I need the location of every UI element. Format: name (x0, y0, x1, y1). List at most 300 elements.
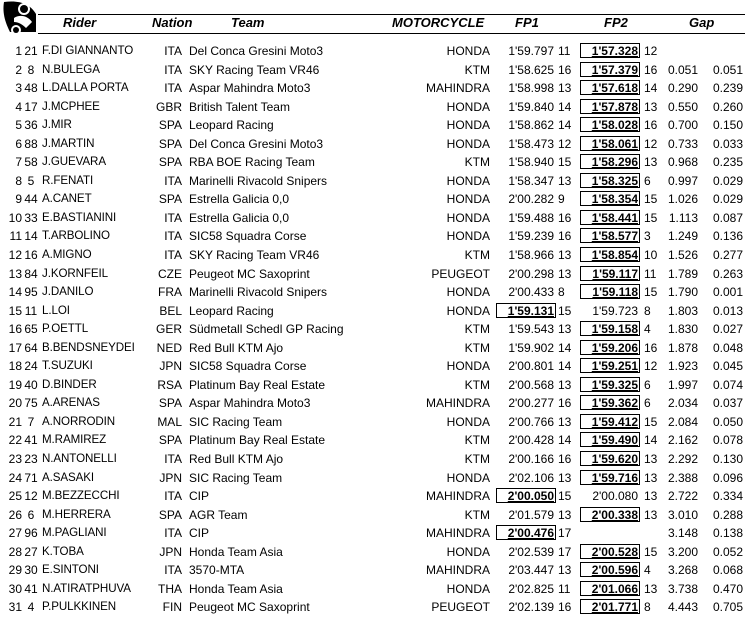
fp2-time-cell: 1'58.028 (591, 118, 638, 133)
gap-previous-cell: 0.138 (712, 526, 743, 541)
position-cell: 23 (8, 452, 22, 467)
fp1-time-cell: 1'59.543 (508, 322, 554, 337)
fp1-time-cell: 1'59.239 (508, 229, 554, 244)
team-cell: SKY Racing Team VR46 (189, 62, 320, 77)
header-rider: Rider (63, 15, 97, 30)
fp1-lap-cell: 9 (558, 192, 565, 207)
rider-name-cell: N.ANTONELLI (42, 452, 117, 466)
fp1-lap-cell: 11 (558, 581, 571, 596)
fp1-lap-cell: 16 (558, 210, 572, 225)
position-cell: 20 (8, 396, 22, 411)
fp2-time-cell: 1'59.251 (591, 359, 638, 374)
fp1-lap-cell: 8 (558, 285, 565, 300)
rider-number-cell: 16 (24, 248, 38, 263)
fp2-lap-cell: 13 (644, 99, 658, 114)
fp1-lap-cell: 14 (558, 118, 572, 133)
rider-name-cell: J.MCPHEE (42, 99, 100, 113)
rider-name-cell: R.FENATI (42, 173, 94, 187)
results-table (0, 42, 745, 617)
rider-name-cell: M.BEZZECCHI (42, 489, 120, 503)
fp2-time-cell: 1'58.325 (591, 173, 638, 188)
team-cell: Aspar Mahindra Moto3 (189, 81, 311, 96)
fp1-time-cell: 2'00.801 (508, 359, 554, 374)
rider-name-cell: P.PULKKINEN (42, 600, 117, 614)
header-team: Team (231, 15, 265, 30)
table-row (0, 469, 745, 488)
table-row (0, 450, 745, 469)
rider-number-cell: 48 (24, 81, 38, 96)
motorcycle-cell: KTM (464, 507, 490, 522)
fp1-lap-cell: 13 (558, 322, 572, 337)
fp2-lap-cell: 16 (644, 118, 658, 133)
team-cell: Estrella Galicia 0,0 (189, 210, 290, 225)
gap-first-cell: 4.443 (667, 600, 698, 615)
motorcycle-cell: MAHINDRA (425, 563, 490, 578)
table-row (0, 283, 745, 302)
rider-name-cell: A.NORRODIN (42, 414, 116, 428)
motorcycle-cell: KTM (464, 62, 490, 77)
nation-cell: FRA (158, 285, 182, 300)
gap-first-cell: 2.388 (667, 470, 698, 485)
position-cell: 21 (8, 414, 22, 429)
table-row (0, 61, 745, 80)
gap-first-cell: 1.113 (668, 210, 698, 225)
rider-number-cell: 65 (24, 322, 38, 337)
fp2-time-cell: 1'59.118 (592, 285, 638, 300)
nation-cell: THA (158, 581, 182, 596)
rider-number-cell: 7 (27, 414, 35, 429)
nation-cell: ITA (164, 173, 182, 188)
fp2-lap-cell: 8 (644, 303, 651, 318)
team-cell: Del Conca Gresini Moto3 (189, 136, 324, 151)
fp1-time-cell: 2'02.825 (508, 581, 554, 596)
nation-cell: ITA (164, 563, 182, 578)
gap-previous-cell: 0.235 (712, 155, 743, 170)
position-cell: 12 (8, 248, 22, 263)
fp1-lap-cell: 15 (558, 303, 572, 318)
nation-cell: SPA (158, 136, 182, 151)
gap-previous-cell: 0.087 (712, 210, 743, 225)
fp2-lap-cell: 14 (644, 81, 658, 96)
gap-previous-cell: 0.068 (712, 563, 743, 578)
fp1-lap-cell: 13 (558, 470, 572, 485)
fp2-time-cell: 1'59.620 (591, 452, 638, 467)
nation-cell: RSA (157, 377, 182, 392)
position-cell: 2 (15, 62, 22, 77)
motorcycle-cell: PEUGEOT (431, 266, 490, 281)
rider-number-cell: 4 (27, 600, 35, 615)
fp2-lap-cell: 4 (644, 322, 651, 337)
fp2-time-cell: 2'00.528 (591, 544, 638, 559)
position-cell: 26 (8, 507, 22, 522)
motorcycle-cell: KTM (464, 155, 490, 170)
fp2-time-cell: 2'00.338 (591, 507, 638, 522)
fp2-lap-cell: 14 (644, 433, 658, 448)
fp1-time-cell: 2'00.433 (508, 285, 554, 300)
team-cell: British Talent Team (189, 99, 290, 114)
table-row (0, 79, 745, 98)
motorcycle-rider-icon (0, 0, 54, 38)
gap-first-cell: 1.878 (667, 340, 698, 355)
table-row (0, 116, 745, 135)
gap-first-cell: 1.923 (667, 359, 698, 374)
team-cell: Honda Team Asia (189, 544, 283, 559)
team-cell: Del Conca Gresini Moto3 (189, 44, 324, 58)
table-row (0, 135, 745, 154)
nation-cell: GBR (155, 99, 182, 114)
fp2-lap-cell: 12 (644, 359, 658, 374)
fp1-lap-cell: 13 (558, 377, 572, 392)
nation-cell: ITA (164, 62, 182, 77)
rider-name-cell: B.BENDSNEYDEI (42, 340, 135, 354)
table-row (0, 153, 745, 172)
gap-previous-cell: 0.288 (712, 507, 743, 522)
gap-first-cell: 3.148 (667, 526, 698, 541)
fp1-lap-cell: 11 (558, 44, 571, 58)
fp2-time-cell: 1'57.328 (591, 44, 638, 58)
position-cell: 16 (8, 322, 22, 337)
gap-first-cell: 1.830 (667, 322, 698, 337)
fp1-time-cell: 1'59.797 (508, 44, 554, 58)
fp2-lap-cell: 12 (644, 44, 658, 58)
fp2-time-cell: 1'57.618 (591, 81, 638, 96)
gap-first-cell: 0.733 (667, 136, 698, 151)
table-row (0, 209, 745, 228)
table-row (0, 394, 745, 413)
fp1-lap-cell: 16 (558, 229, 572, 244)
gap-first-cell: 3.738 (667, 581, 698, 596)
fp1-time-cell: 1'58.940 (508, 155, 554, 170)
fp2-lap-cell: 15 (644, 210, 658, 225)
rider-number-cell: 75 (24, 396, 38, 411)
header-fp2: FP2 (604, 15, 628, 30)
fp1-time-cell: 2'00.568 (508, 377, 554, 392)
fp2-time-cell: 1'58.577 (591, 229, 638, 244)
gap-first-cell: 0.700 (667, 118, 698, 133)
position-cell: 29 (8, 563, 22, 578)
rider-name-cell: P.OETTL (42, 322, 89, 336)
gap-first-cell: 2.162 (667, 433, 698, 448)
position-cell: 31 (8, 600, 22, 615)
motorcycle-cell: HONDA (446, 581, 490, 596)
table-row (0, 561, 745, 580)
nation-cell: CZE (158, 266, 182, 281)
fp2-lap-cell: 6 (644, 396, 651, 411)
gap-previous-cell: 0.074 (712, 377, 743, 392)
gap-previous-cell: 0.001 (712, 285, 743, 300)
motorcycle-cell: MAHINDRA (425, 526, 490, 541)
fp1-time-cell: 2'01.579 (508, 507, 554, 522)
team-cell: CIP (189, 489, 210, 504)
rider-number-cell: 30 (24, 563, 38, 578)
team-cell: Peugeot MC Saxoprint (189, 266, 310, 281)
gap-first-cell: 2.292 (667, 452, 698, 467)
rider-number-cell: 96 (24, 526, 38, 541)
gap-previous-cell: 0.277 (712, 248, 743, 263)
table-row (0, 172, 745, 191)
fp1-lap-cell: 16 (558, 396, 572, 411)
motorcycle-cell: HONDA (446, 118, 490, 133)
nation-cell: ITA (164, 526, 182, 541)
fp2-lap-cell: 15 (644, 285, 658, 300)
fp2-time-cell: 1'59.490 (591, 433, 638, 448)
rider-number-cell: 12 (24, 489, 38, 504)
position-cell: 9 (15, 192, 22, 207)
gap-previous-cell: 0.239 (712, 81, 743, 96)
table-row (0, 506, 745, 525)
fp2-lap-cell: 13 (644, 470, 658, 485)
motorcycle-cell: MAHINDRA (425, 489, 490, 504)
rider-name-cell: E.BASTIANINI (42, 210, 117, 224)
fp2-lap-cell: 13 (644, 452, 658, 467)
fp2-lap-cell: 15 (644, 544, 658, 559)
rider-number-cell: 36 (24, 118, 38, 133)
position-cell: 10 (8, 210, 22, 225)
fp2-time-cell: 1'59.325 (591, 377, 638, 392)
table-row (0, 543, 745, 562)
table-row (0, 246, 745, 265)
gap-first-cell: 0.968 (667, 155, 698, 170)
position-cell: 18 (8, 359, 22, 374)
fp1-time-cell: 2'03.447 (508, 563, 554, 578)
fp1-lap-cell: 13 (558, 266, 572, 281)
rider-name-cell: A.MIGNO (42, 248, 92, 262)
rider-name-cell: F.DI GIANNANTO (42, 44, 134, 57)
fp2-time-cell: 2'00.080 (592, 489, 638, 504)
position-cell: 14 (8, 285, 22, 300)
nation-cell: SPA (158, 192, 182, 207)
fp1-time-cell: 2'00.282 (508, 192, 554, 207)
gap-previous-cell: 0.051 (712, 62, 743, 77)
gap-previous-cell: 0.136 (712, 229, 743, 244)
team-cell: RBA BOE Racing Team (189, 155, 315, 170)
rider-name-cell: N.ATIRATPHUVA (42, 581, 131, 595)
nation-cell: ITA (164, 229, 182, 244)
fp1-time-cell: 2'00.766 (508, 414, 554, 429)
fp1-time-cell: 1'58.347 (508, 173, 554, 188)
team-cell: Leopard Racing (189, 118, 274, 133)
fp1-time-cell: 1'58.966 (508, 248, 554, 263)
team-cell: Red Bull KTM Ajo (189, 340, 284, 355)
nation-cell: SPA (158, 507, 182, 522)
fp1-lap-cell: 13 (558, 507, 572, 522)
fp2-time-cell: 1'59.117 (592, 266, 638, 281)
nation-cell: BEL (159, 303, 182, 318)
nation-cell: ITA (164, 81, 182, 96)
rider-number-cell: 88 (24, 136, 38, 151)
position-cell: 11 (9, 229, 22, 244)
table-row (0, 265, 745, 284)
fp2-lap-cell: 10 (644, 248, 658, 263)
fp1-time-cell: 2'00.476 (507, 526, 554, 541)
rider-number-cell: 8 (27, 62, 35, 77)
rider-number-cell: 95 (24, 285, 38, 300)
rider-name-cell: J.DANILO (42, 285, 94, 299)
fp1-time-cell: 2'00.298 (508, 266, 554, 281)
gap-previous-cell: 0.150 (712, 118, 743, 133)
fp1-lap-cell: 14 (558, 340, 572, 355)
fp2-lap-cell: 16 (644, 62, 658, 77)
position-cell: 13 (8, 266, 22, 281)
rider-number-cell: 23 (24, 452, 38, 467)
table-row (0, 98, 745, 117)
nation-cell: SPA (158, 433, 182, 448)
position-cell: 28 (8, 544, 22, 559)
rider-number-cell: 41 (24, 433, 38, 448)
fp2-time-cell: 1'58.441 (591, 210, 638, 225)
fp2-time-cell: 1'58.354 (591, 192, 638, 207)
fp2-lap-cell: 13 (644, 581, 658, 596)
fp2-time-cell: 1'58.296 (591, 155, 638, 170)
nation-cell: SPA (158, 396, 182, 411)
rider-number-cell: 64 (24, 340, 38, 355)
table-row (0, 357, 745, 376)
team-cell: SIC58 Squadra Corse (189, 359, 307, 374)
motorcycle-cell: HONDA (446, 285, 490, 300)
position-cell: 17 (8, 340, 22, 355)
fp1-time-cell: 2'00.166 (508, 452, 554, 467)
rider-name-cell: D.BINDER (42, 377, 97, 391)
motorcycle-cell: HONDA (446, 229, 490, 244)
fp1-lap-cell: 14 (558, 433, 572, 448)
team-cell: Estrella Galicia 0,0 (189, 192, 290, 207)
fp2-time-cell: 2'00.596 (591, 563, 638, 578)
fp1-lap-cell: 13 (558, 414, 572, 429)
rider-number-cell: 40 (24, 377, 38, 392)
fp2-time-cell: 1'59.716 (591, 470, 638, 485)
team-cell: SIC58 Squadra Corse (189, 229, 307, 244)
fp2-time-cell: 1'59.412 (591, 414, 638, 429)
position-cell: 24 (8, 470, 22, 485)
rider-name-cell: J.KORNFEIL (42, 266, 108, 280)
motorcycle-cell: HONDA (446, 303, 490, 318)
rider-name-cell: M.RAMIREZ (42, 433, 107, 447)
table-row (0, 320, 745, 339)
team-cell: Honda Team Asia (189, 581, 283, 596)
fp1-time-cell: 1'59.488 (508, 210, 554, 225)
fp1-lap-cell: 16 (558, 600, 572, 615)
gap-previous-cell: 0.027 (712, 322, 743, 337)
motorcycle-cell: HONDA (446, 359, 490, 374)
rider-number-cell: 6 (27, 507, 35, 522)
rider-name-cell: A.SASAKI (42, 470, 95, 484)
header-gap: Gap (689, 15, 715, 30)
table-row (0, 339, 745, 358)
table-row (0, 302, 745, 321)
team-cell: Leopard Racing (189, 303, 274, 318)
motorcycle-cell: HONDA (446, 210, 490, 225)
table-row (0, 413, 745, 432)
fp2-time-cell: 2'01.066 (591, 581, 638, 596)
rider-number-cell: 84 (24, 266, 38, 281)
team-cell: CIP (189, 526, 210, 541)
fp2-time-cell: 1'59.723 (592, 303, 638, 318)
motorcycle-cell: KTM (464, 433, 490, 448)
gap-first-cell: 1.790 (667, 285, 698, 300)
fp1-lap-cell: 13 (558, 81, 572, 96)
gap-previous-cell: 0.470 (712, 581, 743, 596)
motorcycle-cell: HONDA (446, 136, 490, 151)
fp2-lap-cell: 16 (644, 340, 658, 355)
fp2-time-cell: 1'59.206 (591, 340, 638, 355)
table-row (0, 598, 745, 617)
position-cell: 6 (15, 136, 22, 151)
fp2-time-cell: 2'01.771 (591, 600, 638, 615)
fp1-lap-cell: 16 (558, 452, 572, 467)
fp2-lap-cell: 8 (644, 600, 651, 615)
rider-name-cell: J.MIR (42, 118, 72, 132)
fp2-lap-cell: 12 (644, 136, 658, 151)
gap-previous-cell: 0.052 (712, 544, 743, 559)
gap-first-cell: 0.550 (667, 99, 698, 114)
nation-cell: ITA (164, 452, 182, 467)
position-cell: 5 (15, 118, 22, 133)
team-cell: Red Bull KTM Ajo (189, 452, 284, 467)
fp1-time-cell: 2'00.050 (507, 489, 554, 504)
motorcycle-cell: KTM (464, 322, 490, 337)
rider-number-cell: 17 (24, 99, 38, 114)
gap-first-cell: 2.084 (667, 414, 698, 429)
nation-cell: SPA (158, 118, 182, 133)
gap-first-cell: 1.526 (667, 248, 698, 263)
rider-name-cell: L.DALLA PORTA (42, 81, 129, 95)
gap-first-cell: 3.010 (667, 507, 698, 522)
fp1-time-cell: 1'58.625 (508, 62, 554, 77)
fp2-lap-cell: 6 (644, 377, 651, 392)
gap-previous-cell: 0.029 (712, 173, 743, 188)
fp2-time-cell: 1'58.854 (591, 248, 638, 263)
motorcycle-cell: PEUGEOT (431, 600, 490, 615)
rider-number-cell: 33 (24, 210, 38, 225)
fp2-lap-cell: 15 (644, 192, 658, 207)
gap-first-cell: 0.051 (667, 62, 698, 77)
gap-previous-cell: 0.263 (712, 266, 743, 281)
fp1-lap-cell: 13 (558, 248, 572, 263)
gap-previous-cell: 0.029 (712, 192, 743, 207)
fp2-lap-cell: 13 (644, 155, 658, 170)
position-cell: 1 (15, 44, 22, 58)
motorcycle-cell: KTM (464, 377, 490, 392)
nation-cell: NED (156, 340, 182, 355)
gap-first-cell: 1.997 (667, 377, 698, 392)
rider-number-cell: 24 (24, 359, 38, 374)
table-row (0, 190, 745, 209)
nation-cell: JPN (159, 470, 182, 485)
fp1-lap-cell: 13 (558, 173, 572, 188)
gap-previous-cell: 0.705 (712, 600, 743, 615)
gap-first-cell: 3.200 (667, 544, 698, 559)
motorcycle-cell: HONDA (446, 544, 490, 559)
rider-number-cell: 58 (24, 155, 38, 170)
gap-first-cell: 0.290 (667, 81, 698, 96)
rider-number-cell: 21 (24, 44, 38, 58)
fp1-time-cell: 2'02.139 (508, 600, 554, 615)
table-row (0, 524, 745, 543)
fp2-lap-cell: 15 (644, 414, 658, 429)
gap-previous-cell: 0.050 (712, 414, 743, 429)
position-cell: 30 (8, 581, 22, 596)
fp1-time-cell: 2'00.428 (508, 433, 554, 448)
team-cell: Platinum Bay Real Estate (189, 433, 326, 448)
fp1-lap-cell: 12 (558, 136, 572, 151)
fp1-time-cell: 1'59.131 (507, 303, 554, 318)
team-cell: SIC Racing Team (189, 470, 283, 485)
fp2-lap-cell: 13 (644, 507, 658, 522)
nation-cell: SPA (158, 155, 182, 170)
fp1-time-cell: 2'02.539 (508, 544, 554, 559)
gap-previous-cell: 0.334 (712, 489, 743, 504)
table-row (0, 227, 745, 246)
